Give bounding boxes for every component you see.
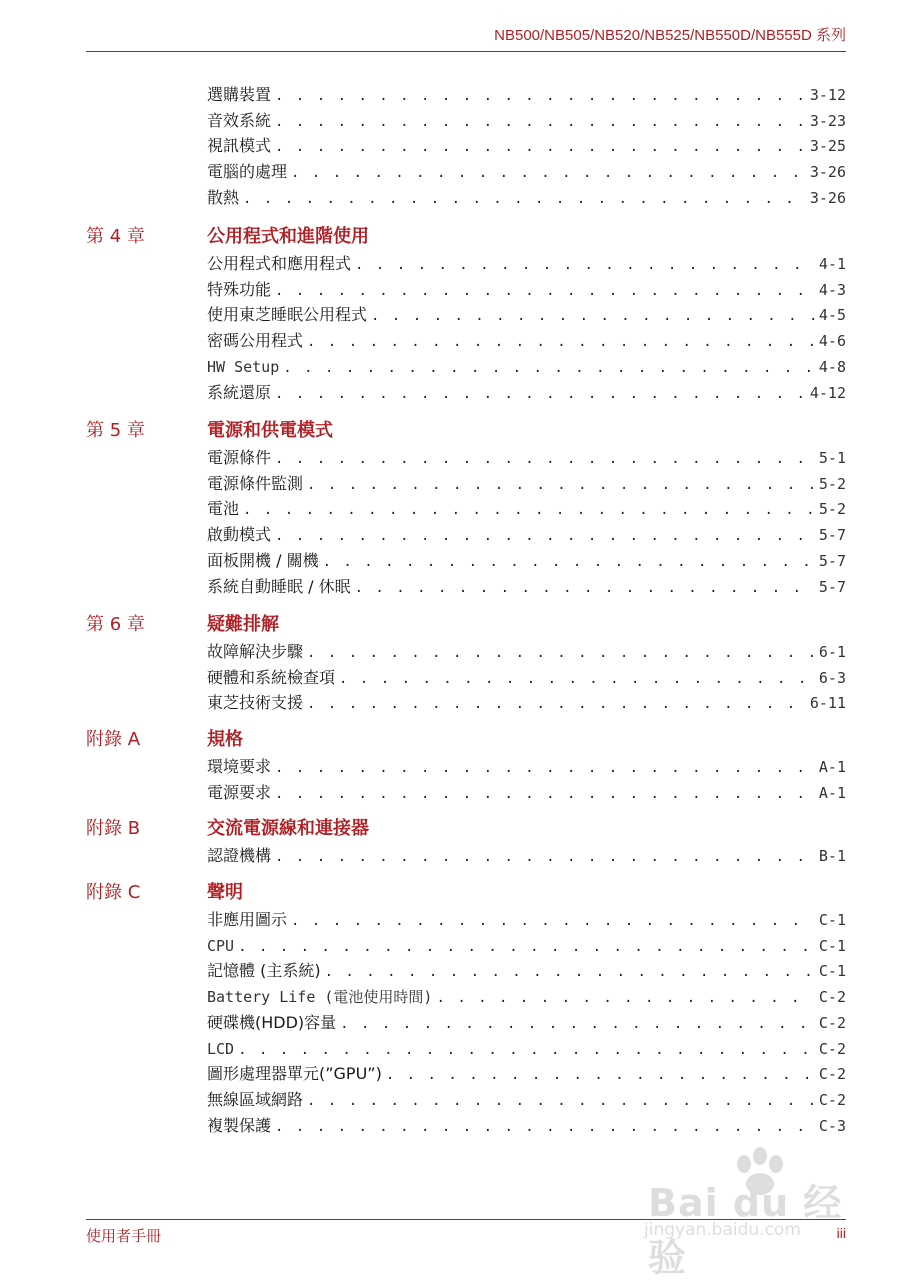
toc-entry-title: 散熱 [207,187,240,207]
dot-leader [291,910,815,931]
watermark-brand: Bai du 经验 [648,1181,843,1280]
toc-entry-page: B-1 [818,847,846,865]
dot-leader [275,136,806,157]
toc-entry-title: 系統自動睡眠 / 休眠 [207,576,351,596]
toc-entry-page: C-3 [818,1116,846,1135]
toc-entry-title: 視訊模式 [207,136,272,156]
dot-leader [275,280,815,301]
chapter-label: 第 5 章 [86,420,145,441]
toc-entry-page: C-2 [818,988,846,1007]
dot-leader [275,85,806,106]
dot-leader [323,551,815,572]
toc-entry-title: 選購裝置 [207,85,272,104]
toc-entry[interactable] [207,253,846,275]
footer-page-number: iii [836,1225,846,1241]
dot-leader [291,162,806,183]
chapter-title[interactable]: 電源和供電模式 [207,420,333,441]
toc-entry-title: 硬體和系統檢查項 [207,667,336,687]
dot-leader [238,1039,815,1060]
toc-entry[interactable] [207,330,846,352]
toc-entry-title: 電池 [207,499,240,519]
toc-entry-title: 硬碟機(HDD)容量 [207,1012,337,1032]
toc-entry-page: 5-7 [818,577,846,596]
toc-entry[interactable] [207,1038,846,1060]
toc-entry[interactable] [207,756,846,778]
baidu-watermark [640,1150,855,1280]
toc-entry-page: 3-25 [809,137,846,156]
toc-entry-title: LCD [207,1039,235,1058]
toc-entry-title: 公用程式和應用程式 [207,254,352,273]
toc-entry-title: 電源要求 [207,782,272,802]
toc-entry-title: 故障解決步驟 [207,642,304,661]
dot-leader [275,846,815,867]
dot-leader [275,783,815,804]
toc-entry-title: 記憶體 (主系統) [207,961,321,981]
toc-entry-page: A-1 [818,758,846,776]
toc-entry-title: CPU [207,936,235,955]
toc-entry[interactable] [207,692,846,714]
toc-entry[interactable] [207,356,846,378]
toc-entry-title: 電源條件監測 [207,473,304,493]
toc-entry-title: 非應用圖示 [207,910,288,929]
dot-leader [386,1064,815,1085]
toc-entry-title: 複製保護 [207,1115,272,1135]
toc-entry-title: 電腦的處理 [207,162,288,182]
dot-leader [243,188,806,209]
dot-leader [307,1090,815,1111]
toc-entry-page: A-1 [818,783,846,802]
toc-entry[interactable] [207,935,846,957]
chapter-label: 附錄 B [86,818,141,839]
toc-entry[interactable] [207,1089,846,1111]
toc-entry-page: C-1 [818,911,846,929]
toc-entry[interactable] [207,641,846,663]
toc-entry-page: 6-3 [818,668,846,687]
dot-leader [275,757,815,778]
toc-entry[interactable] [207,576,846,598]
toc-entry-page: C-2 [818,1065,846,1084]
toc-entry-title: 認證機構 [207,846,272,865]
toc-entry[interactable] [207,1063,846,1085]
toc-entry[interactable] [207,1115,846,1137]
dot-leader [355,254,815,275]
toc-entry-page: 4-5 [818,306,846,325]
toc-entry-page: 4-12 [809,383,846,402]
toc-entry[interactable] [207,382,846,404]
toc-entry-page: C-2 [818,1013,846,1032]
toc-entry-title: 啟動模式 [207,525,272,545]
dot-leader [275,111,806,132]
toc-entry-page: 5-1 [818,449,846,467]
chapter-title[interactable]: 公用程式和進階使用 [207,226,369,247]
toc-entry-page: 3-26 [809,188,846,207]
toc-entry[interactable] [207,667,846,689]
chapter-label: 附錄 A [86,729,141,750]
dot-leader [243,499,815,520]
toc-entry-page: C-2 [818,1090,846,1109]
toc-entry-page: C-1 [818,962,846,981]
toc-entry-page: 6-1 [818,643,846,661]
chapter-title[interactable]: 交流電源線和連接器 [207,818,369,839]
toc-entry-title: 密碼公用程式 [207,331,304,351]
toc-entry-page: 4-6 [818,332,846,351]
toc-entry-page: 5-2 [818,474,846,493]
toc-entry-page: 5-7 [818,526,846,545]
paw-icon [720,1142,800,1202]
toc-entry-title: 音效系統 [207,110,272,130]
dot-leader [275,448,815,469]
toc-entry-title: 東芝技術支援 [207,693,304,713]
toc-entry[interactable] [207,187,846,209]
chapter-title[interactable]: 聲明 [207,882,243,903]
dot-leader [340,1013,815,1034]
toc-entry-title: 電源條件 [207,448,272,467]
dot-leader [283,357,815,378]
dot-leader [307,474,815,495]
dot-leader [339,668,815,689]
dot-leader [275,525,815,546]
chapter-label: 第 6 章 [86,614,145,635]
header-series-title: NB500/NB505/NB520/NB525/NB550D/NB555D 系列 [494,27,846,44]
toc-entry-page: 5-7 [818,551,846,570]
dot-leader [436,987,814,1008]
toc-entry-page: 6-11 [809,694,846,713]
dot-leader [238,936,815,957]
toc-entry-page: 4-3 [818,280,846,299]
toc-entry-page: 3-12 [809,86,846,104]
toc-entry-title: 使用東芝睡眠公用程式 [207,305,368,325]
toc-entry[interactable] [207,447,846,469]
toc-entry-title: 系統還原 [207,382,272,402]
toc-entry-title: 無線區域網路 [207,1089,304,1109]
toc-entry[interactable] [207,909,846,931]
chapter-label: 第 4 章 [86,226,145,247]
dot-leader [275,383,806,404]
watermark-url: jingyan.baidu.com [644,1220,801,1240]
toc-entry[interactable] [207,986,846,1008]
toc-entry[interactable] [207,1012,846,1034]
dot-leader [275,1116,815,1137]
toc-entry[interactable] [207,304,846,326]
toc-entry[interactable] [207,279,846,301]
toc-entry-title: 環境要求 [207,757,272,776]
toc-entry-title: 面板開機 / 關機 [207,550,319,570]
footer-manual-title: 使用者手冊 [86,1228,162,1245]
toc-entry-page: 3-26 [809,163,846,182]
toc-entry[interactable] [207,550,846,572]
toc-entry-page: 5-2 [818,500,846,519]
dot-leader [371,305,815,326]
toc-entry[interactable] [207,84,846,106]
toc-entry[interactable] [207,960,846,982]
dot-leader [325,961,815,982]
toc-entry-page: 4-1 [818,255,846,273]
toc-entry-title: HW Setup [207,357,280,376]
dot-leader [355,577,815,598]
toc-entry-page: C-1 [818,936,846,955]
footer-rule [86,1219,846,1220]
toc-entry-page: 4-8 [818,357,846,376]
chapter-label: 附錄 C [86,882,141,903]
toc-entry[interactable] [207,498,846,520]
dot-leader [307,642,815,663]
toc-entry[interactable] [207,161,846,183]
toc-entry-title: 特殊功能 [207,279,272,299]
dot-leader [307,331,815,352]
toc-entry[interactable] [207,135,846,157]
toc-entry[interactable] [207,473,846,495]
toc-entry[interactable] [207,110,846,132]
header-rule [86,51,846,52]
toc-entry[interactable] [207,845,846,867]
chapter-title[interactable]: 規格 [207,729,243,750]
chapter-title[interactable]: 疑難排解 [207,614,279,635]
toc-entry-page: C-2 [818,1039,846,1058]
dot-leader [307,693,806,714]
toc-entry[interactable] [207,524,846,546]
toc-entry-title: Battery Life (電池使用時間) [207,988,433,1007]
toc-entry[interactable] [207,782,846,804]
toc-entry-page: 3-23 [809,111,846,130]
toc-entry-title: 圖形處理器單元(”GPU”) [207,1064,382,1084]
